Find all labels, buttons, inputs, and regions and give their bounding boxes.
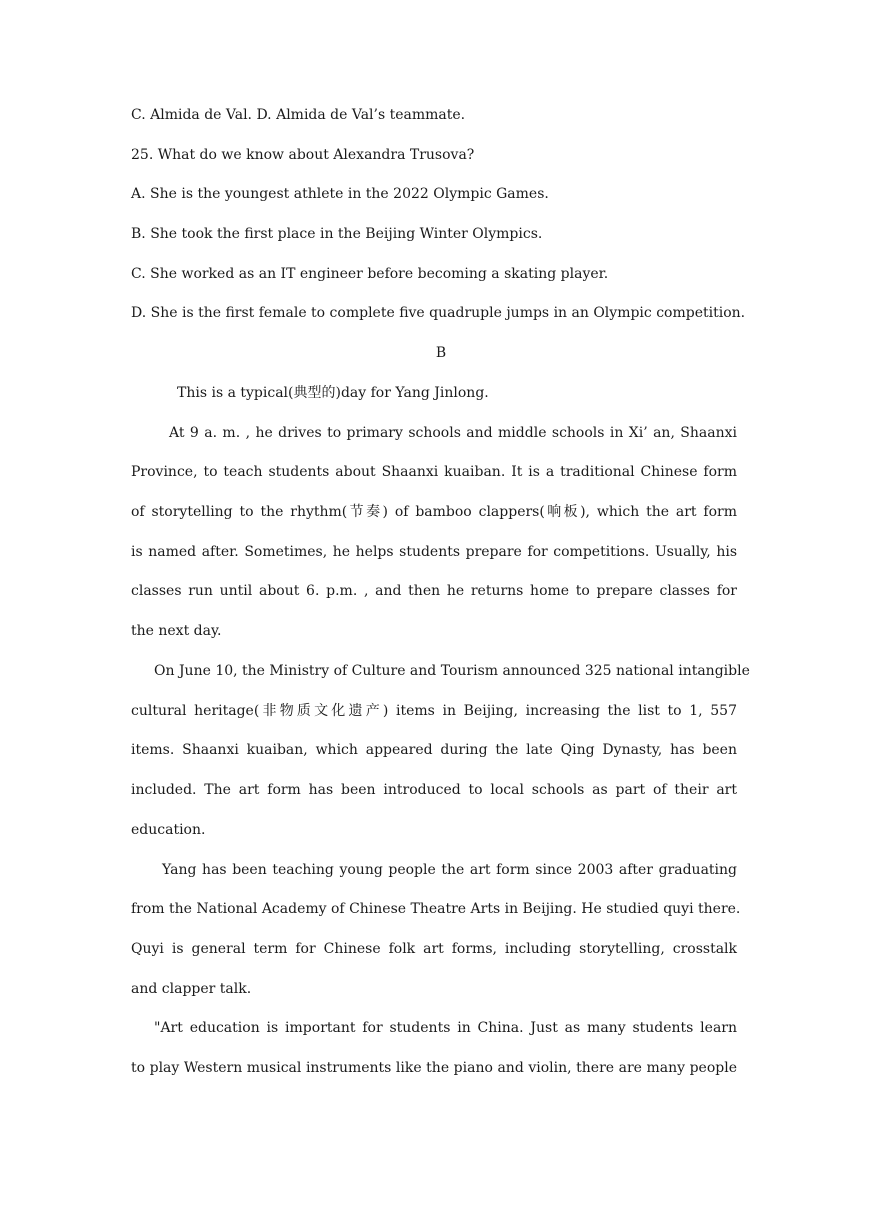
paragraph-2-line-5: education. — [131, 822, 206, 838]
paragraph-1-line-6: the next day. — [131, 623, 222, 639]
option-b-q25: B. She took the first place in the Beijing Winter Olympics. — [131, 226, 543, 242]
question-25: 25. What do we know about Alexandra Trusova? — [131, 147, 475, 163]
paragraph-4-line-1: "Art education is important for students in China. Just as many students learn — [154, 1020, 737, 1036]
paragraph-2-line-4: included. The art form has been introduced to local schools as part of their art — [131, 782, 737, 798]
section-heading: B — [435, 345, 447, 361]
paragraph-3-line-3: Quyi is general term for Chinese folk art forms, including storytelling, crosstalk — [131, 941, 737, 957]
option-c-q25: C. She worked as an IT engineer before becoming a skating player. — [131, 266, 609, 282]
paragraph-2-line-3: items. Shaanxi kuaiban, which appeared during the late Qing Dynasty, has been — [131, 742, 737, 758]
paragraph-2-line-2: cultural heritage(非物质文化遗产) items in Beijing, increasing the list to 1, 557 — [131, 703, 737, 719]
paragraph-1-line-2: Province, to teach students about Shaanxi kuaiban. It is a traditional Chinese form — [131, 464, 737, 480]
passage-intro: This is a typical(典型的)day for Yang Jinlong. — [177, 385, 489, 401]
paragraph-3-line-1: Yang has been teaching young people the art form since 2003 after graduating — [162, 862, 737, 878]
paragraph-1-line-4: is named after. Sometimes, he helps students prepare for competitions. Usually, his — [131, 544, 737, 560]
paragraph-1-line-1: At 9 a. m. , he drives to primary schools and middle schools in Xi’ an, Shaanxi — [169, 425, 737, 441]
paragraph-1-line-5: classes run until about 6. p.m. , and then he returns home to prepare classes for — [131, 583, 737, 599]
option-a-q25: A. She is the youngest athlete in the 2022 Olympic Games. — [131, 186, 549, 202]
paragraph-1-line-3: of storytelling to the rhythm(节奏) of bamboo clappers(响板), which the art form — [131, 504, 737, 520]
paragraph-3-line-4: and clapper talk. — [131, 981, 252, 997]
paragraph-4-line-2: to play Western musical instruments like the piano and violin, there are many people — [131, 1060, 737, 1076]
option-c-q24: C. Almida de Val. D. Almida de Val’s teammate. — [131, 107, 466, 123]
paragraph-3-line-2: from the National Academy of Chinese Theatre Arts in Beijing. He studied quyi there. — [131, 901, 741, 917]
option-d-q25: D. She is the first female to complete five quadruple jumps in an Olympic competition. — [131, 305, 746, 321]
paragraph-2-line-1: On June 10, the Ministry of Culture and Tourism announced 325 national intangible — [154, 663, 750, 679]
